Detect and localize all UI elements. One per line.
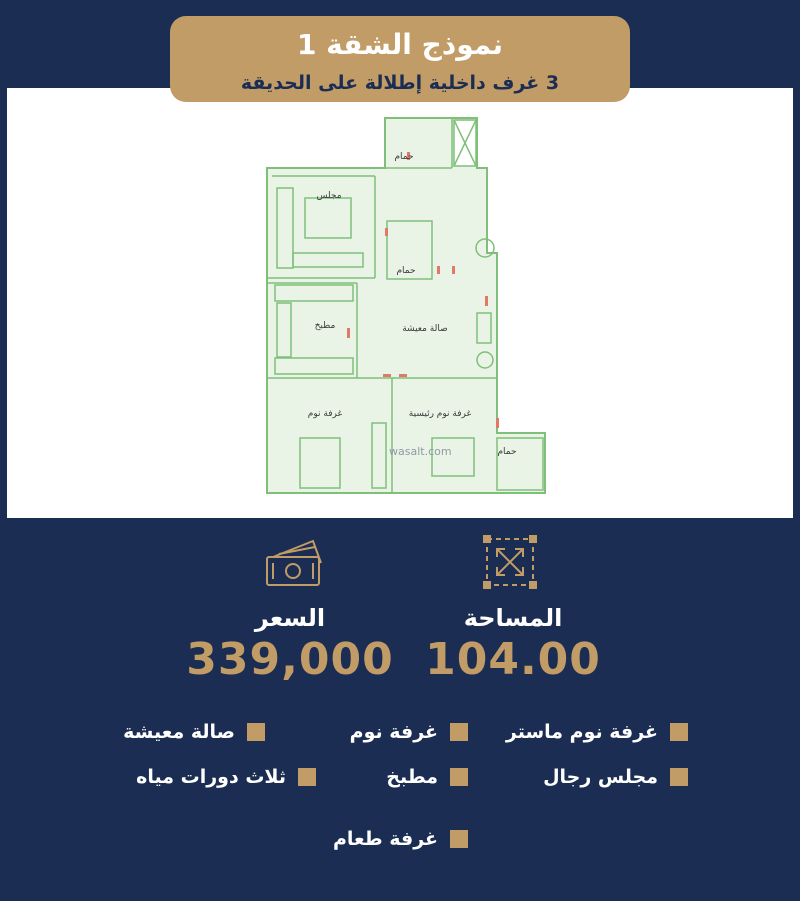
area-label: المساحة: [463, 604, 563, 632]
feature-item: مطبخ: [386, 766, 468, 788]
bullet-square-icon: [450, 723, 468, 741]
room-label-majlis: مجلس: [316, 191, 342, 201]
bullet-square-icon: [670, 768, 688, 786]
feature-item: غرفة طعام: [333, 828, 468, 850]
page-title: نموذج الشقة 1: [296, 28, 504, 61]
room-label-bath-top: حمام: [394, 152, 414, 162]
price-value: 339,000: [186, 634, 394, 685]
details-section: [0, 518, 800, 901]
watermark: wasalt.com: [389, 445, 452, 458]
area-stat: [403, 604, 623, 685]
bullet-square-icon: [450, 830, 468, 848]
room-label-bath-mid: حمام: [396, 266, 416, 276]
price-stat: [180, 604, 400, 685]
money-bills-icon: [265, 533, 327, 589]
room-label-master-bedroom: غرفة نوم رئيسية: [408, 409, 472, 419]
bullet-square-icon: [670, 723, 688, 741]
room-label-living: صالة معيشة: [402, 324, 448, 334]
feature-item: غرفة نوم ماستر: [506, 721, 688, 743]
feature-item: صالة معيشة: [123, 721, 265, 743]
floor-plan-walls: [267, 118, 545, 493]
page-subtitle: 3 غرف داخلية إطلالة على الحديقة: [240, 72, 560, 94]
bullet-square-icon: [450, 768, 468, 786]
area-value: 104.00: [425, 634, 601, 685]
bullet-square-icon: [247, 723, 265, 741]
room-label-kitchen: مطبخ: [314, 321, 336, 331]
room-label-bedroom: غرفة نوم: [307, 409, 343, 419]
room-label-bath-bottom: حمام: [497, 447, 517, 457]
feature-item: مجلس رجال: [543, 766, 688, 788]
bullet-square-icon: [298, 768, 316, 786]
feature-item: غرفة نوم: [350, 721, 468, 743]
price-label: السعر: [254, 604, 326, 632]
expand-arrows-icon: [483, 535, 537, 589]
title-banner: [170, 16, 630, 102]
feature-item: ثلاث دورات مياه: [136, 766, 316, 788]
floor-plan-panel: [7, 88, 793, 518]
